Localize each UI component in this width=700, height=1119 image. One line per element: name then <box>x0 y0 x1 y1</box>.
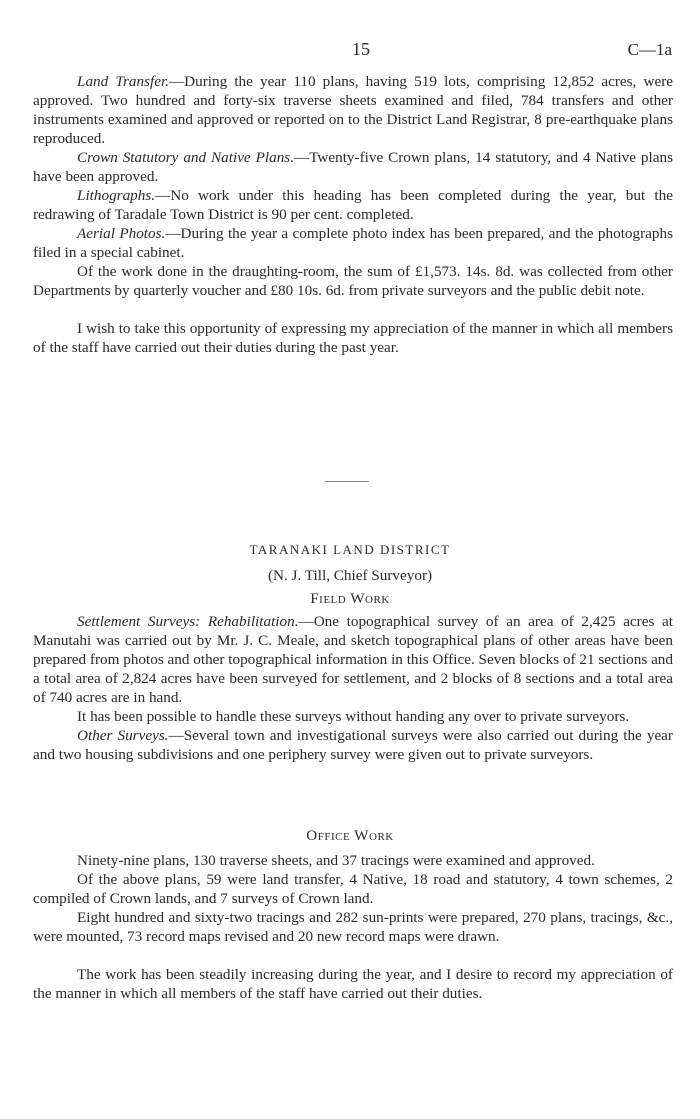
chief-surveyor-line: (N. J. Till, Chief Surveyor) <box>267 567 433 584</box>
paragraph-settlement-surveys: Settlement Surveys: Rehabilitation.—One topographical survey of an area of 2,425 acres at Manutahi was carried out by Mr. J. C. Meale, and sketch topographical plans of other areas have been prepared from photos and other topographical information in this Office. Seven blocks of 21 sections and a total area of 2,824 acres have been surveyed for settlement, and 2 blocks of 8 sections and a total area of 740 acres are in hand. <box>33 613 673 706</box>
paragraph-heading: Lithographs. <box>77 187 156 204</box>
paragraph-lithographs: Lithographs.—No work under this heading has been completed during the year, but the redrawing of Taradale Town District is 90 per cent. completed. <box>33 187 673 223</box>
paragraph-heading: Aerial Photos. <box>77 225 166 242</box>
paragraph-private-surveyors: It has been possible to handle these surveys without handing any over to private surveyors. <box>77 708 630 725</box>
district-title: TARANAKI LAND DISTRICT <box>249 542 451 557</box>
document-reference: C—1a <box>627 40 672 59</box>
paragraph-heading: Crown Statutory and Native Plans. <box>77 149 294 166</box>
office-work-heading: Office Work <box>306 827 394 844</box>
paragraph-examined: Ninety-nine plans, 130 traverse sheets, and 37 tracings were examined and approved. <box>77 852 595 869</box>
paragraph-aerial-photos: Aerial Photos.—During the year a complete photo index has been prepared, and the photographs filed in a special cabinet. <box>33 225 673 261</box>
paragraph-draughting: Of the work done in the draughting-room, the sum of £1,573. 14s. 8d. was collected from other Departments by quarterly voucher and £80 10s. 6d. from private surveyors and the public debit note. <box>33 263 673 299</box>
office-work-section <box>33 851 673 1003</box>
section-divider <box>325 481 369 482</box>
page-number: 15 <box>352 39 370 59</box>
paragraph-heading: Other Surveys. <box>77 727 169 744</box>
hawkes-bay-section <box>33 72 673 357</box>
page-header <box>0 40 700 62</box>
field-work-section <box>33 612 673 764</box>
paragraph-tracings: Eight hundred and sixty-two tracings and 282 sun-prints were prepared, 270 plans, tracings, &c., were mounted, 73 record maps revised and 20 new record maps were drawn. <box>33 909 673 945</box>
paragraph-other-surveys: Other Surveys.—Several town and investigational surveys were also carried out during the year and two housing subdivisions and one periphery survey were given out to private surveyors. <box>33 727 673 763</box>
paragraph-closing: The work has been steadily increasing during the year, and I desire to record my appreciation of the manner in which all members of the staff have carried out their duties. <box>33 966 673 1002</box>
paragraph-heading: Land Transfer. <box>77 73 169 90</box>
paragraph-land-transfer: Land Transfer.—During the year 110 plans, having 519 lots, comprising 12,852 acres, were approved. Two hundred and forty-six traverse sheets examined and filed, 784 transfers and other instruments examined and approved or reported on to the District Land Registrar, 8 pre-earthquake plans reproduced. <box>33 73 674 147</box>
paragraph-plan-breakdown: Of the above plans, 59 were land transfer, 4 Native, 18 road and statutory, 4 town schemes, 2 compiled of Crown lands, and 7 surveys of Crown land. <box>33 871 673 907</box>
paragraph-heading: Settlement Surveys: Rehabilitation. <box>77 613 299 630</box>
field-work-heading: Field Work <box>310 590 390 607</box>
paragraph-crown-plans: Crown Statutory and Native Plans.—Twenty-five Crown plans, 14 statutory, and 4 Native plans have been approved. <box>33 149 673 185</box>
paragraph-appreciation: I wish to take this opportunity of expressing my appreciation of the manner in which all members of the staff have carried out their duties during the past year. <box>33 320 673 356</box>
